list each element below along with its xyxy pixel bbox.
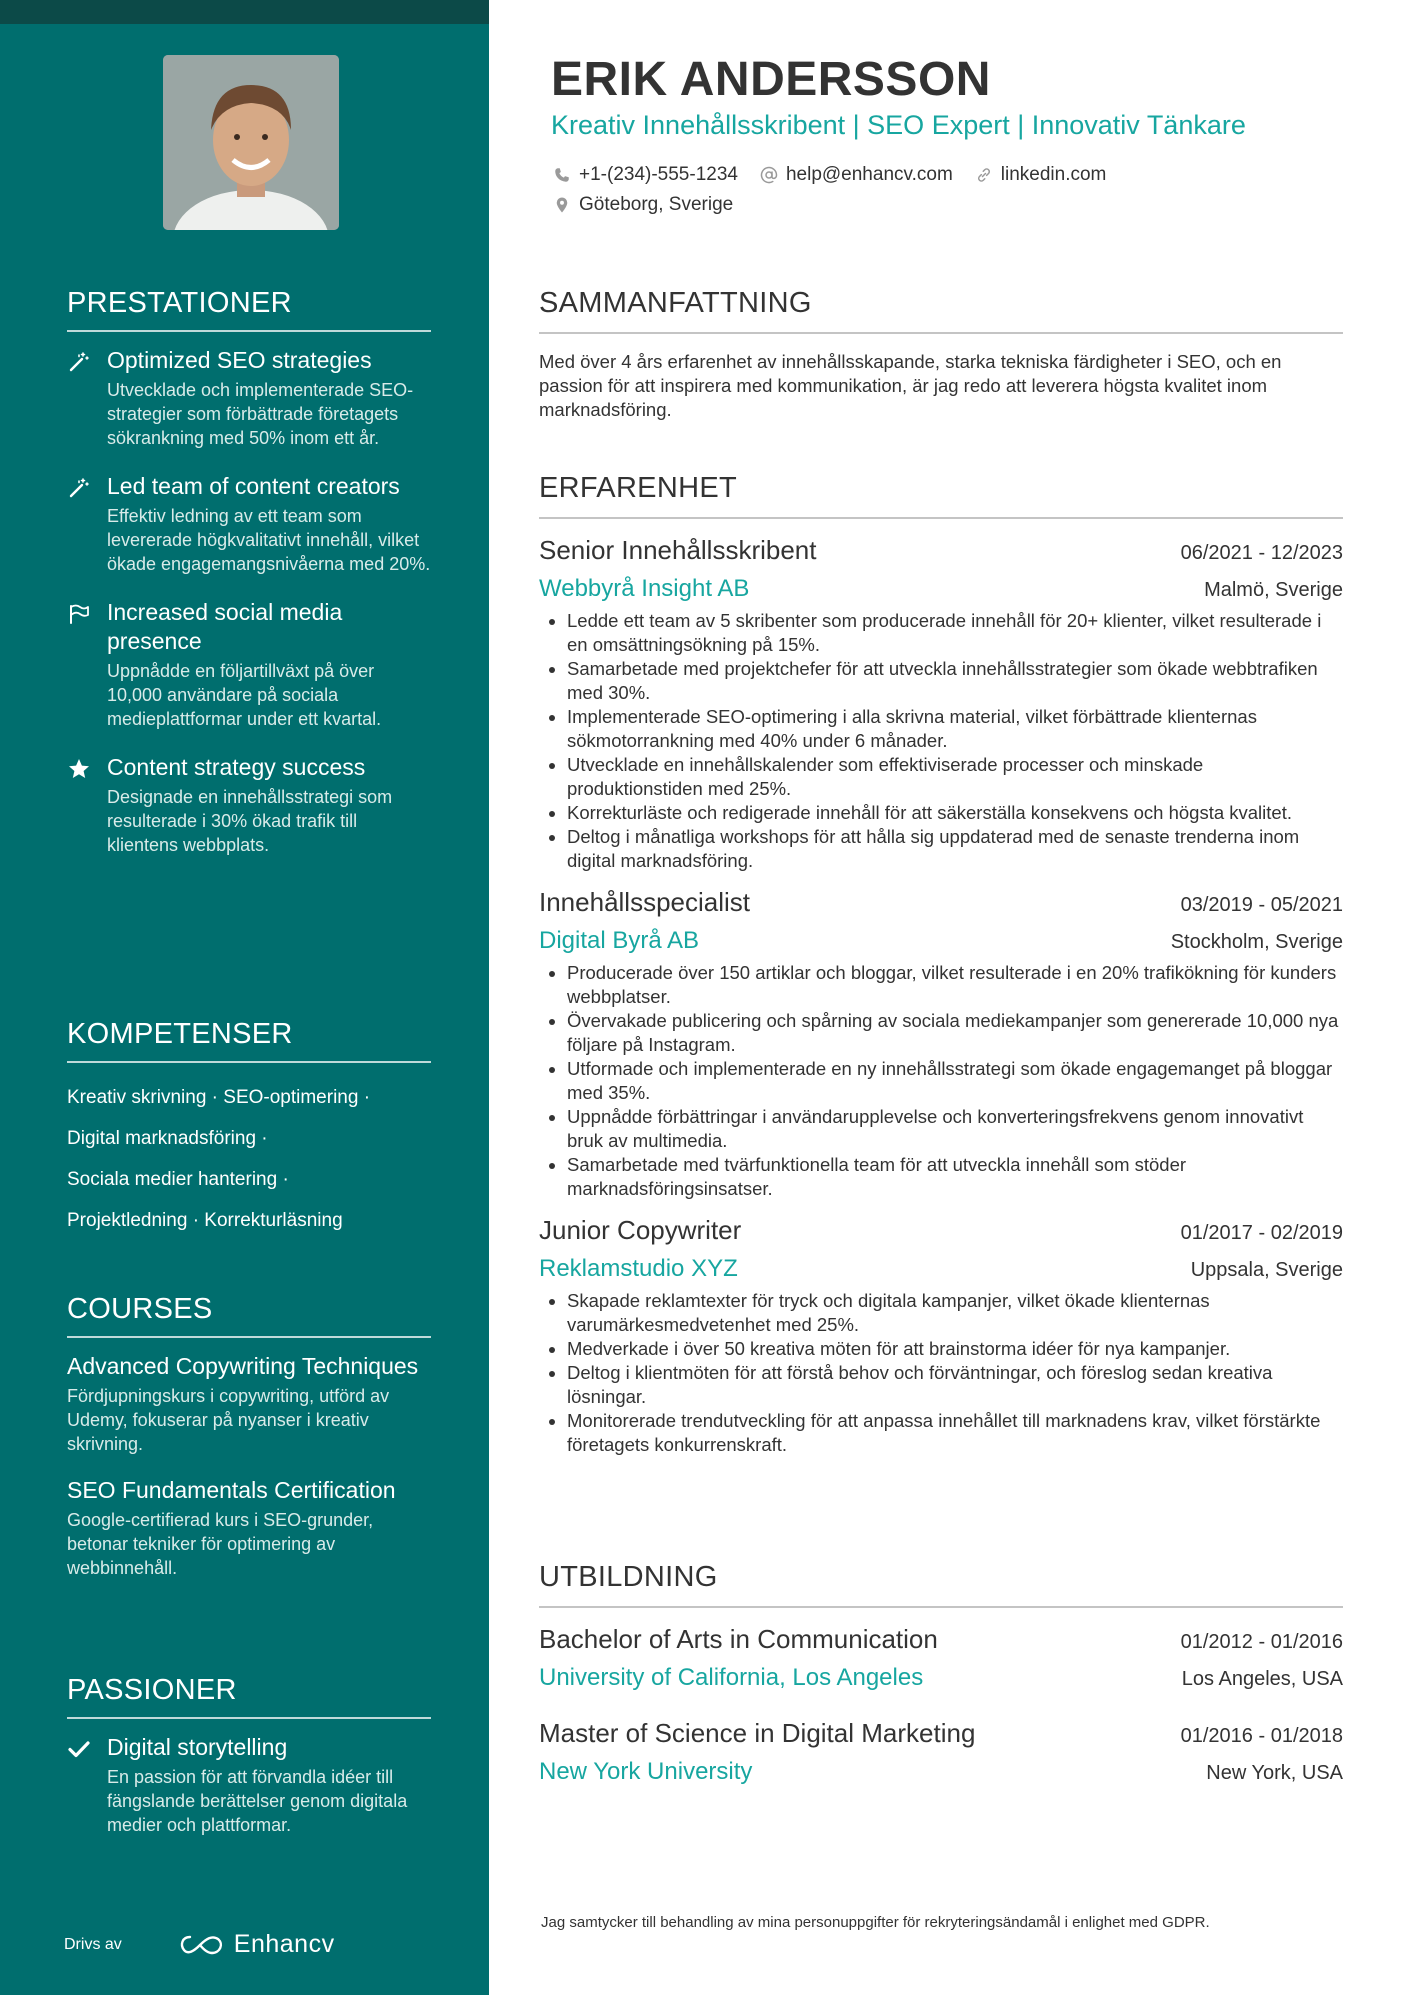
checkmark-icon — [67, 1733, 107, 1837]
headline: Kreativ Innehållsskribent | SEO Expert | Innovativ Tänkare — [551, 110, 1246, 140]
linkedin-contact[interactable] — [975, 164, 1107, 186]
candidate-name: ERIK ANDERSSON — [551, 53, 991, 106]
job-bullets — [539, 609, 1343, 873]
sidebar-top-bar — [0, 0, 489, 24]
achievement-desc: Effektiv ledning av ett team som levererade högkvalitativt innehåll, vilket ökade engagemangsnivåerna med 20%. — [107, 506, 431, 574]
enhancv-brand[interactable]: Enhancv — [233, 1930, 335, 1958]
skills-section — [67, 1018, 431, 1241]
passion-item — [67, 1733, 431, 1837]
achievement-desc: Designade en innehållsstrategi som resulterade i 30% ökad trafik till klientens webbplats. — [107, 787, 393, 855]
bullet-item: Utformade och implementerade en ny innehållsstrategi som ökade engagemanget på bloggar med 35%. — [545, 1057, 1343, 1105]
achievement-desc: Utvecklade och implementerade SEO-strategier som förbättrade företagets sökrankning med 50% inom ett år. — [107, 380, 414, 448]
job-location: Uppsala, Sverige — [1190, 1259, 1343, 1281]
job-entry — [539, 1215, 1343, 1457]
course-title: SEO Fundamentals Certification — [67, 1477, 396, 1503]
bullet-item: Producerade över 150 artiklar och bloggar, vilket resulterade i en 20% trafikökning för kunders webbplatser. — [545, 961, 1343, 1009]
summary-title: SAMMANFATTNING — [539, 287, 1343, 334]
achievement-desc: Uppnådde en följartillväxt på över 10,000 användare på sociala medieplattformar under ett kvartal. — [107, 661, 382, 729]
course-item — [67, 1352, 431, 1456]
edu-location: Los Angeles, USA — [1181, 1668, 1343, 1690]
profile-photo — [163, 55, 339, 230]
avatar — [163, 55, 339, 230]
achievement-title: Content strategy success — [107, 754, 366, 780]
bullet-item: Korrekturläste och redigerade innehåll för att säkerställa konsekvens och högsta kvalitet. — [545, 801, 1343, 825]
school: New York University — [539, 1758, 753, 1785]
enhancv-logo-icon[interactable] — [178, 1933, 224, 1957]
location-pin-icon — [553, 196, 571, 214]
bullet-item: Deltog i månatliga workshops för att hålla sig uppdaterad med de senaste trenderna inom digital marknadsföring. — [545, 825, 1343, 873]
job-dates: 01/2017 - 02/2019 — [1180, 1222, 1343, 1244]
course-title: Advanced Copywriting Techniques — [67, 1353, 419, 1379]
course-desc: Google-certifierad kurs i SEO-grunder, betonar tekniker för optimering av webbinnehåll. — [67, 1510, 374, 1578]
edu-dates: 01/2012 - 01/2016 — [1180, 1631, 1343, 1653]
job-entry — [539, 535, 1343, 873]
achievement-title: Optimized SEO strategies — [107, 347, 372, 373]
achievement-title: Increased social media presence — [107, 599, 343, 654]
achievement-item — [67, 346, 431, 450]
bullet-item: Samarbetade med projektchefer för att utveckla innehållsstrategier som ökade webbtrafiken med 30%. — [545, 657, 1343, 705]
degree: Master of Science in Digital Marketing — [539, 1718, 976, 1748]
email-contact[interactable] — [760, 164, 953, 186]
passions-title: PASSIONER — [67, 1674, 431, 1719]
job-bullets — [539, 961, 1343, 1201]
experience-section — [539, 472, 1343, 1471]
achievement-title: Led team of content creators — [107, 473, 400, 499]
job-entry — [539, 887, 1343, 1201]
phone-text: +1-(234)-555-1234 — [579, 164, 738, 185]
at-icon — [760, 166, 778, 184]
passions-section — [67, 1674, 431, 1859]
powered-by — [64, 1930, 335, 1959]
bullet-item: Monitorerade trendutveckling för att anpassa innehållet till marknadens krav, vilket förstärkte företagets konkurrenskraft. — [545, 1409, 1343, 1457]
bullet-item: Ledde ett team av 5 skribenter som producerade innehåll för 20+ klienter, vilket resulterade i en omsättningsökning på 15%. — [545, 609, 1343, 657]
gdpr-consent: Jag samtycker till behandling av mina personuppgifter för rekryteringsändamål i enlighet med GDPR. — [541, 1914, 1210, 1931]
link-icon — [975, 166, 993, 184]
skills-title: KOMPETENSER — [67, 1018, 431, 1063]
job-location: Stockholm, Sverige — [1170, 931, 1343, 953]
education-title: UTBILDNING — [539, 1561, 1343, 1608]
email-text: help@enhancv.com — [785, 164, 953, 185]
bullet-item: Samarbetade med tvärfunktionella team för att utveckla innehåll som stöder marknadsföringsinsatser. — [545, 1153, 1343, 1201]
powered-by-label: Drivs av — [64, 1935, 122, 1953]
achievement-item — [67, 753, 431, 857]
contact-info — [553, 160, 1333, 220]
education-entry — [539, 1624, 1343, 1698]
job-role: Innehållsspecialist — [539, 887, 751, 917]
location-contact — [553, 194, 733, 216]
skills-line: Projektledning · Korrekturläsning — [67, 1210, 343, 1231]
job-role: Junior Copywriter — [539, 1215, 742, 1245]
location-text: Göteborg, Sverige — [579, 194, 734, 215]
education-entry — [539, 1718, 1343, 1792]
skills-line: Sociala medier hantering · — [67, 1169, 289, 1190]
skills-line: Kreativ skrivning · SEO-optimering · — [67, 1087, 371, 1108]
job-bullets — [539, 1289, 1343, 1457]
achievements-title: PRESTATIONER — [67, 287, 431, 332]
experience-title: ERFARENHET — [539, 472, 1343, 519]
job-location: Malmö, Sverige — [1204, 579, 1343, 601]
passion-desc: En passion för att förvandla idéer till fängslande berättelser genom digitala medier och plattformar. — [107, 1767, 408, 1835]
magic-wand-icon — [67, 472, 107, 576]
magic-wand-icon — [67, 346, 107, 450]
bullet-item: Skapade reklamtexter för tryck och digitala kampanjer, vilket ökade klienternas varumärkesmedvetenhet med 25%. — [545, 1289, 1343, 1337]
courses-section — [67, 1293, 431, 1600]
courses-title: COURSES — [67, 1293, 431, 1338]
course-desc: Fördjupningskurs i copywriting, utförd av Udemy, fokuserar på nyanser i kreativ skrivning. — [67, 1386, 390, 1454]
education-section — [539, 1561, 1343, 1812]
course-item — [67, 1476, 431, 1580]
job-company: Reklamstudio XYZ — [539, 1255, 738, 1282]
passion-title: Digital storytelling — [107, 1734, 288, 1760]
linkedin-text: linkedin.com — [1000, 164, 1107, 185]
job-company: Digital Byrå AB — [539, 927, 700, 954]
phone-icon — [553, 166, 571, 184]
bullet-item: Övervakade publicering och spårning av sociala mediekampanjer som genererade 10,000 nya följare på Instagram. — [545, 1009, 1343, 1057]
bullet-item: Medverkade i över 50 kreativa möten för att brainstorma idéer för nya kampanjer. — [545, 1337, 1343, 1361]
skills-line: Digital marknadsföring · — [67, 1128, 268, 1149]
degree: Bachelor of Arts in Communication — [539, 1624, 938, 1654]
phone-contact[interactable] — [553, 164, 738, 186]
achievements-section — [67, 287, 431, 879]
summary-section — [539, 287, 1343, 422]
star-icon — [67, 753, 107, 857]
edu-location: New York, USA — [1206, 1762, 1343, 1784]
job-dates: 06/2021 - 12/2023 — [1180, 542, 1343, 564]
summary-text: Med över 4 års erfarenhet av innehållsskapande, starka tekniska färdigheter i SEO, och en passion för att inspirera med kommunikation, är jag redo att leverera högsta kvalitet inom marknadsföring. — [539, 351, 1282, 420]
flag-icon — [67, 598, 107, 731]
sidebar — [0, 0, 489, 1995]
job-company: Webbyrå Insight AB — [539, 575, 750, 602]
achievement-item — [67, 598, 431, 731]
school: University of California, Los Angeles — [539, 1664, 924, 1691]
job-dates: 03/2019 - 05/2021 — [1180, 894, 1343, 916]
bullet-item: Utvecklade en innehållskalender som effektiviserade processer och minskade produktionstiden med 25%. — [545, 753, 1343, 801]
bullet-item: Deltog i klientmöten för att förstå behov och förväntningar, och föreslog sedan kreativa lösningar. — [545, 1361, 1343, 1409]
edu-dates: 01/2016 - 01/2018 — [1180, 1725, 1343, 1747]
bullet-item: Implementerade SEO-optimering i alla skrivna material, vilket förbättrade klienternas sökmotorrankning med 40% under 6 månader. — [545, 705, 1343, 753]
achievement-item — [67, 472, 431, 576]
job-role: Senior Innehållsskribent — [539, 535, 817, 565]
bullet-item: Uppnådde förbättringar i användarupplevelse och konverteringsfrekvens genom innovativt bruk av multimedia. — [545, 1105, 1343, 1153]
